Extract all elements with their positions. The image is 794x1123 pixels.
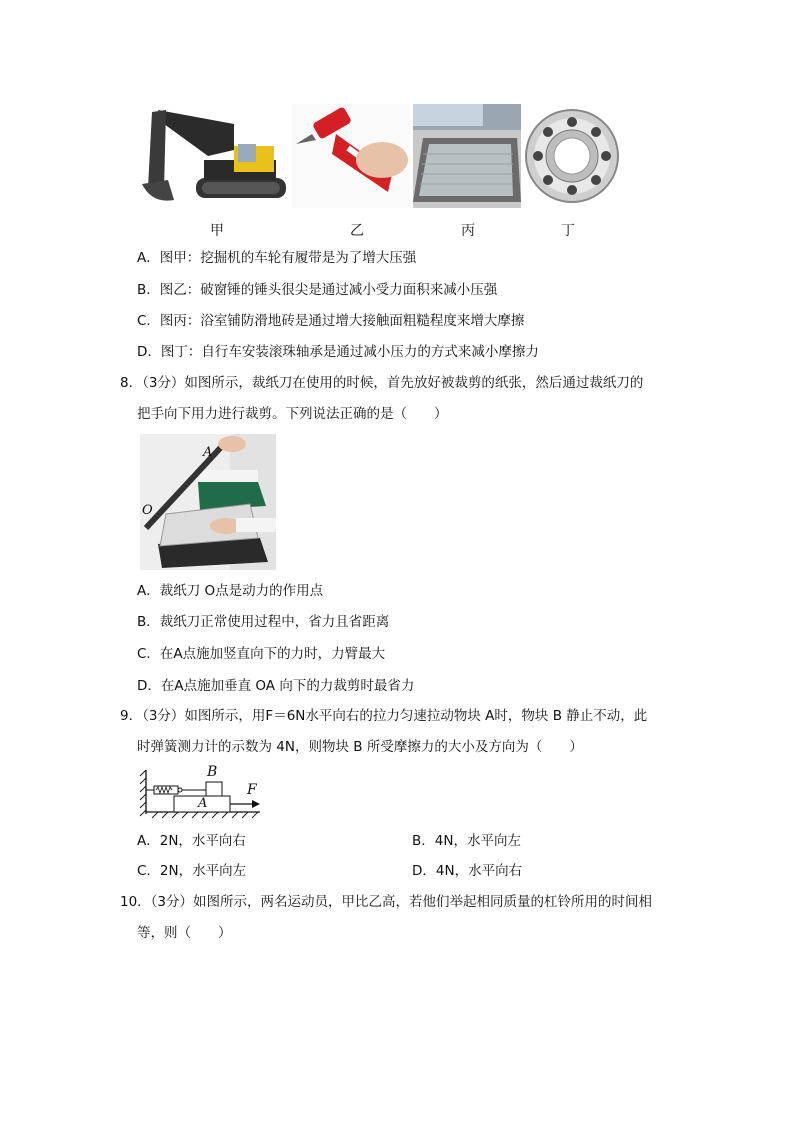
q7-option-a: A．图甲：挖掘机的车轮有履带是为了增大压强 <box>137 250 417 266</box>
q9-option-a: A．2N，水平向右 <box>137 833 246 849</box>
caption-jia: 甲 <box>210 223 224 239</box>
label-force-f: F <box>247 782 257 798</box>
q9-option-d: D．4N，水平向右 <box>412 863 523 879</box>
q7-option-c: C．图丙：浴室铺防滑地砖是通过增大接触面粗糙程度来增大摩擦 <box>137 313 525 329</box>
q8-option-d: D．在A点施加垂直 OA 向下的力裁剪时最省力 <box>137 678 415 694</box>
ball-bearing-photo <box>523 104 621 208</box>
q9-option-b: B．4N，水平向左 <box>412 833 521 849</box>
label-o-point: O <box>142 503 153 518</box>
caption-yi: 乙 <box>350 223 364 239</box>
q9-option-c: C．2N，水平向左 <box>137 863 247 879</box>
q8-option-b: B．裁纸刀正常使用过程中，省力且省距离 <box>137 614 390 630</box>
window-breaker-photo <box>292 104 410 208</box>
label-block-a: A <box>198 796 208 811</box>
caption-bing: 丙 <box>461 223 475 239</box>
q7-option-d: D．图丁：自行车安装滚珠轴承是通过减小压力的方式来减小摩擦力 <box>137 344 539 360</box>
q8-stem-line1: 8．（3分）如图所示，裁纸刀在使用的时候，首先放好被裁剪的纸张，然后通过裁纸刀的 <box>120 375 644 391</box>
q9-stem-line1: 9．（3分）如图所示，用F＝6N水平向右的拉力匀速拉动物块 A时，物块 B 静止不动，此 <box>120 708 648 724</box>
q8-option-a: A．裁纸刀 O点是动力的作用点 <box>137 583 324 599</box>
q9-stem-line2: 时弹簧测力计的示数为 4N，则物块 B 所受摩擦力的大小及方向为（ ） <box>137 739 583 755</box>
caption-ding: 丁 <box>561 223 575 239</box>
q10-stem-line2: 等，则（ ） <box>137 925 232 941</box>
q10-stem-line1: 10．（3分）如图所示，两名运动员，甲比乙高，若他们举起相同质量的杠铃所用的时间相 <box>120 894 653 910</box>
label-a-point: A <box>203 445 213 460</box>
excavator-photo <box>138 104 290 208</box>
anti-slip-tile-photo <box>413 104 521 208</box>
label-block-b: B <box>207 764 218 780</box>
q8-option-c: C．在A点施加竖直向下的力时，力臂最大 <box>137 646 386 662</box>
q7-option-b: B．图乙：破窗锤的锤头很尖是通过减小受力面积来减小压强 <box>137 282 498 298</box>
q8-stem-line2: 把手向下用力进行裁剪。下列说法正确的是（ ） <box>137 406 448 422</box>
